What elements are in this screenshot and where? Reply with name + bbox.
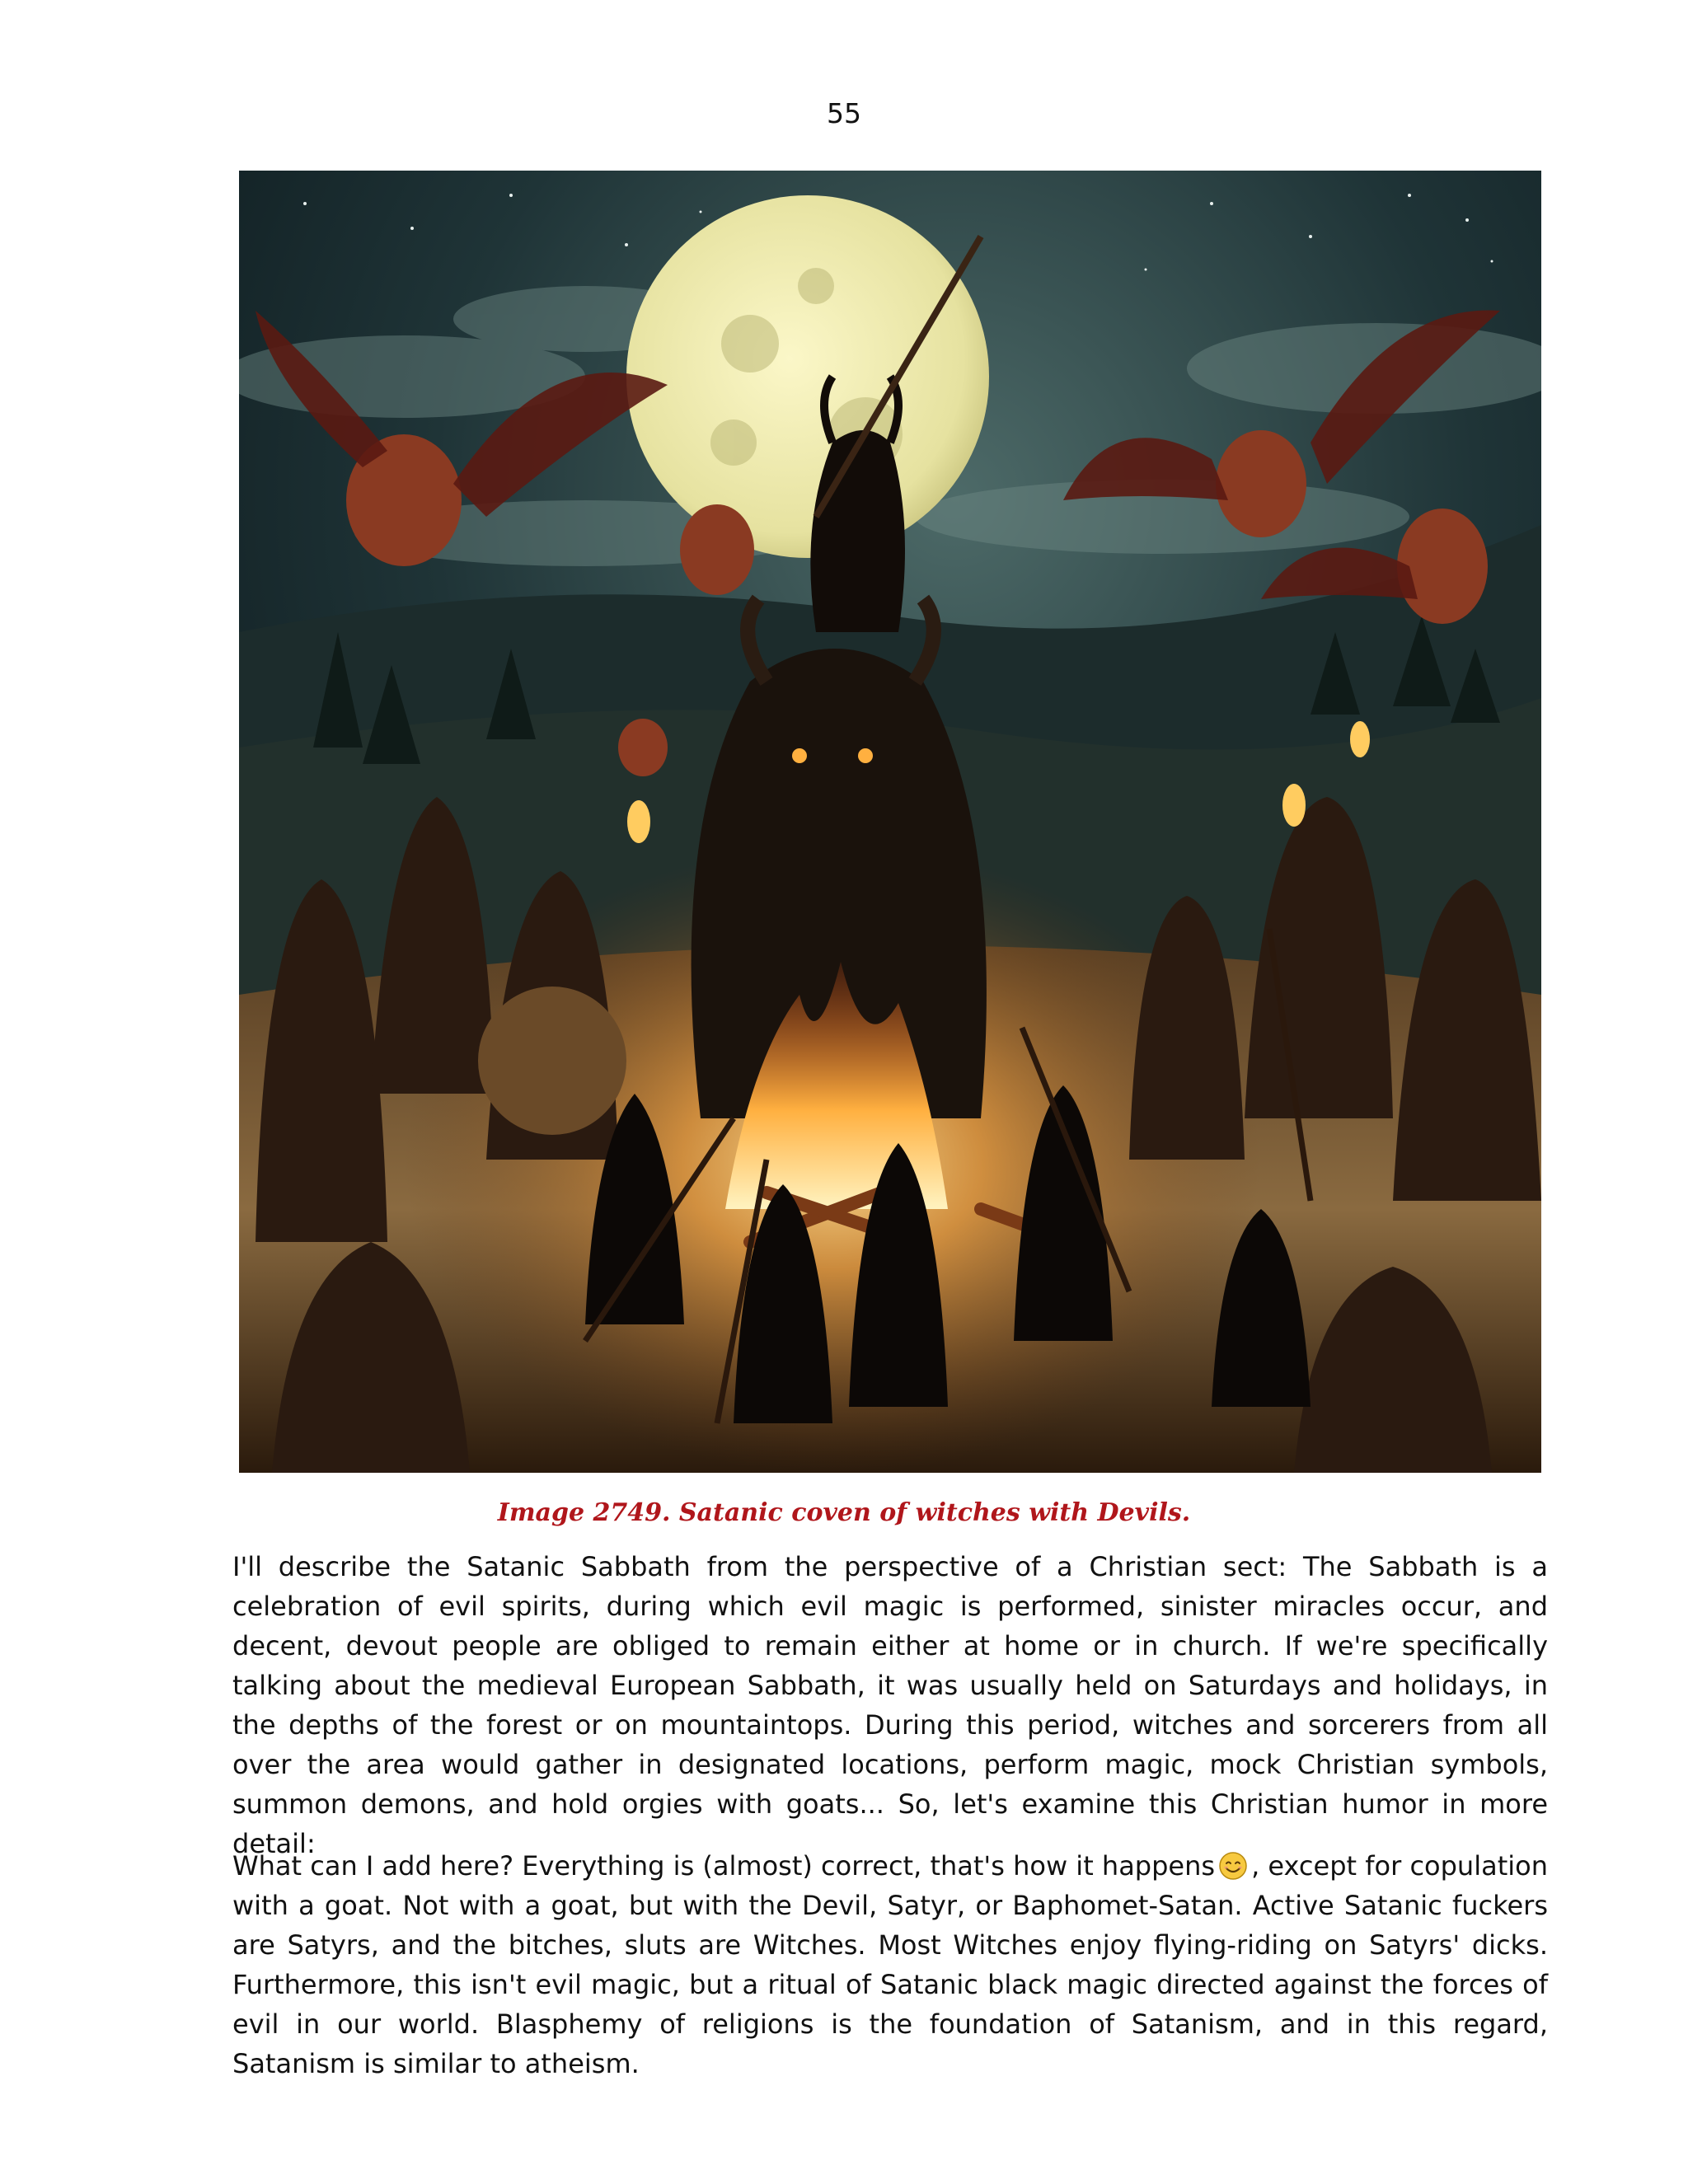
paragraph-sabbath-description: I'll describe the Satanic Sabbath from the perspective of a Christian sect: The Sabbath is a celebration of evil spirits, during which evil magic is performed, sinister miracles occur, and decent, devout people are obliged to remain either at home or in church. If we're specifically talking about the medieval European Sabbath, it was usually held on Saturdays and holidays, in the depths of the forest or on mountaintops. During this period, witches and sorcerers from all over the area would gather in designated locations, perform magic, mock Christian symbols, summon demons, and hold orgies with goats... So, let's examine this Christian humor in more detail:: [232, 1551, 1548, 1859]
smiling-face-icon: [1218, 1851, 1248, 1881]
figure-caption: Image 2749. Satanic coven of witches with Devils.: [497, 1498, 1191, 1527]
paragraph-commentary-start: What can I add here? Everything is (almost) correct, that's how it happens: [232, 1850, 1216, 1882]
illustration-artwork: [239, 171, 1541, 1473]
illustration-satanic-sabbath: [239, 171, 1541, 1473]
paragraph-commentary-rest: , except for copulation with a goat. Not with a goat, but with the Devil, Satyr, or Baphomet-Satan. Active Satanic fuckers are Satyrs, and the bitches, sluts are Witches. Most Witches enjoy flying-riding on Satyrs' dicks. Furthermore, this isn't evil magic, but a ritual of Satanic black magic directed against the forces of evil in our world. Blasphemy of religions is the foundation of Satanism, and in this regard, Satanism is similar to atheism.: [232, 1850, 1549, 2079]
page-number: 55: [827, 97, 861, 129]
paragraph-commentary: [232, 1846, 1548, 2083]
